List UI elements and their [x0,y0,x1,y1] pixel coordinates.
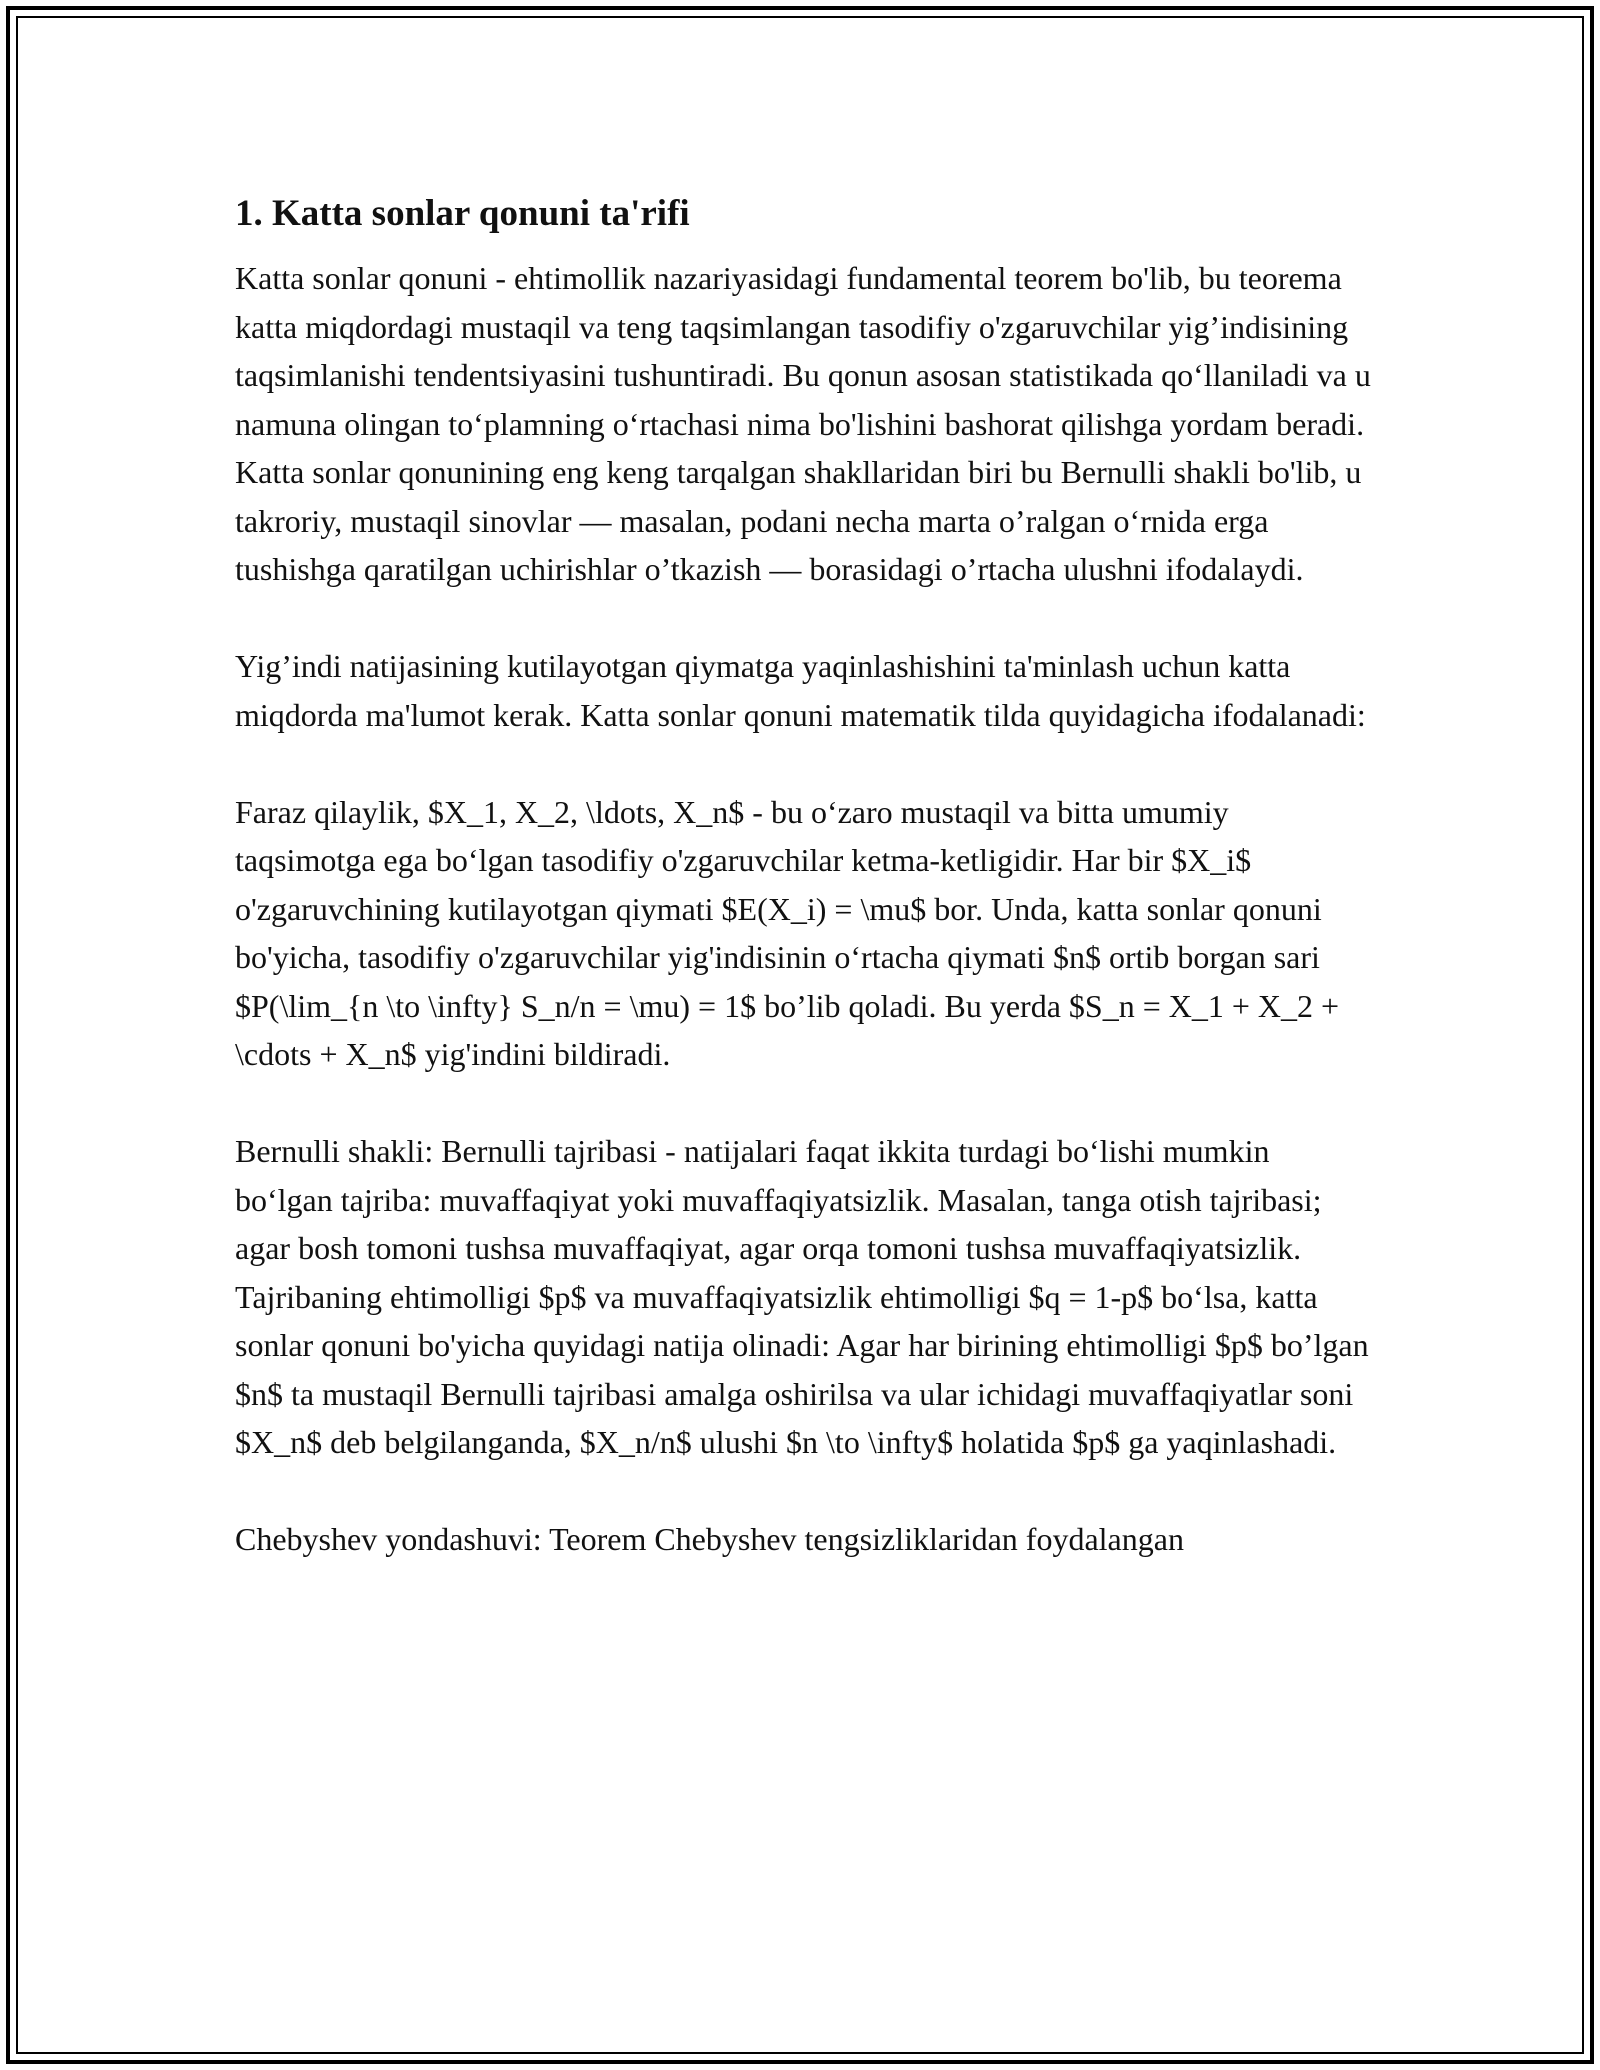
paragraph-definition: Katta sonlar qonuni - ehtimollik nazariyasidagi fundamental teorem bo'lib, bu teorema katta miqdordagi mustaqil va teng taqsimlangan tasodifiy o'zgaruvchilar yig’indisining taqsimlanishi tendentsiyasini tushuntiradi. Bu qonun asosan statistikada qo‘llaniladi va u namuna olingan to‘plamning o‘rtachasi nima bo'lishini bashorat qilishga yordam beradi. Katta sonlar qonunining eng keng tarqalgan shakllaridan biri bu Bernulli shakli bo'lib, u takroriy, mustaqil sinovlar — masalan, podani necha marta o’ralgan o‘rnida erga tushishga qaratilgan uchirishlar o’tkazish — borasidagi o’rtacha ulushni ifodalaydi. [235,260,1371,587]
paragraph-data-requirement: Yig’indi natijasining kutilayotgan qiymatga yaqinlashishini ta'minlash uchun katta miqdorda ma'lumot kerak. Katta sonlar qonuni matematik tilda quyidagicha ifodalanadi: [235,648,1366,733]
paragraph-chebyshev-approach: Chebyshev yondashuvi: Teorem Chebyshev tengsizliklaridan foydalangan [235,1521,1184,1557]
paragraph-formal-statement: Faraz qilaylik, $X_1, X_2, \ldots, X_n$ - bu o‘zaro mustaqil va bitta umumiy taqsimotga ega bo‘lgan tasodifiy o'zgaruvchilar ketma-ketligidir. Har bir $X_i$ o'zgaruvchining kutilayotgan qiymati $E(X_i) = \mu$ bor. Unda, katta sonlar qonuni bo'yicha, tasodifiy o'zgaruvchilar yig'indisinin o‘rtacha qiymati $n$ ortib borgan sari $P(\lim_{n \to \infty} S_n/n = \mu) = 1$ bo’lib qoladi. Bu yerda $S_n = X_1 + X_2 + \cdots + X_n$ yig'indini bildiradi. [235,793,1340,1072]
document-content [235,188,1375,1612]
paragraph-bernoulli-form: Bernulli shakli: Bernulli tajribasi - natijalari faqat ikkita turdagi bo‘lishi mumkin bo‘lgan tajriba: muvaffaqiyat yoki muvaffaqiyatsizlik. Masalan, tanga otish tajribasi; agar bosh tomoni tushsa muvaffaqiyat, agar orqa tomoni tushsa muvaffaqiyatsizlik. Tajribaning ehtimolligi $p$ va muvaffaqiyatsizlik ehtimolligi $q = 1-p$ bo‘lsa, katta sonlar qonuni bo'yicha quyidagi natija olinadi: Agar har birining ehtimolligi $p$ bo’lgan $n$ ta mustaqil Bernulli tajribasi amalga oshirilsa va ular ichidagi muvaffaqiyatlar soni $X_n$ deb belgilanganda, $X_n/n$ ulushi $n \to \infty$ holatida $p$ ga yaqinlashadi. [235,1133,1369,1460]
section-heading: 1. Katta sonlar qonuni ta'rifi [235,193,690,234]
